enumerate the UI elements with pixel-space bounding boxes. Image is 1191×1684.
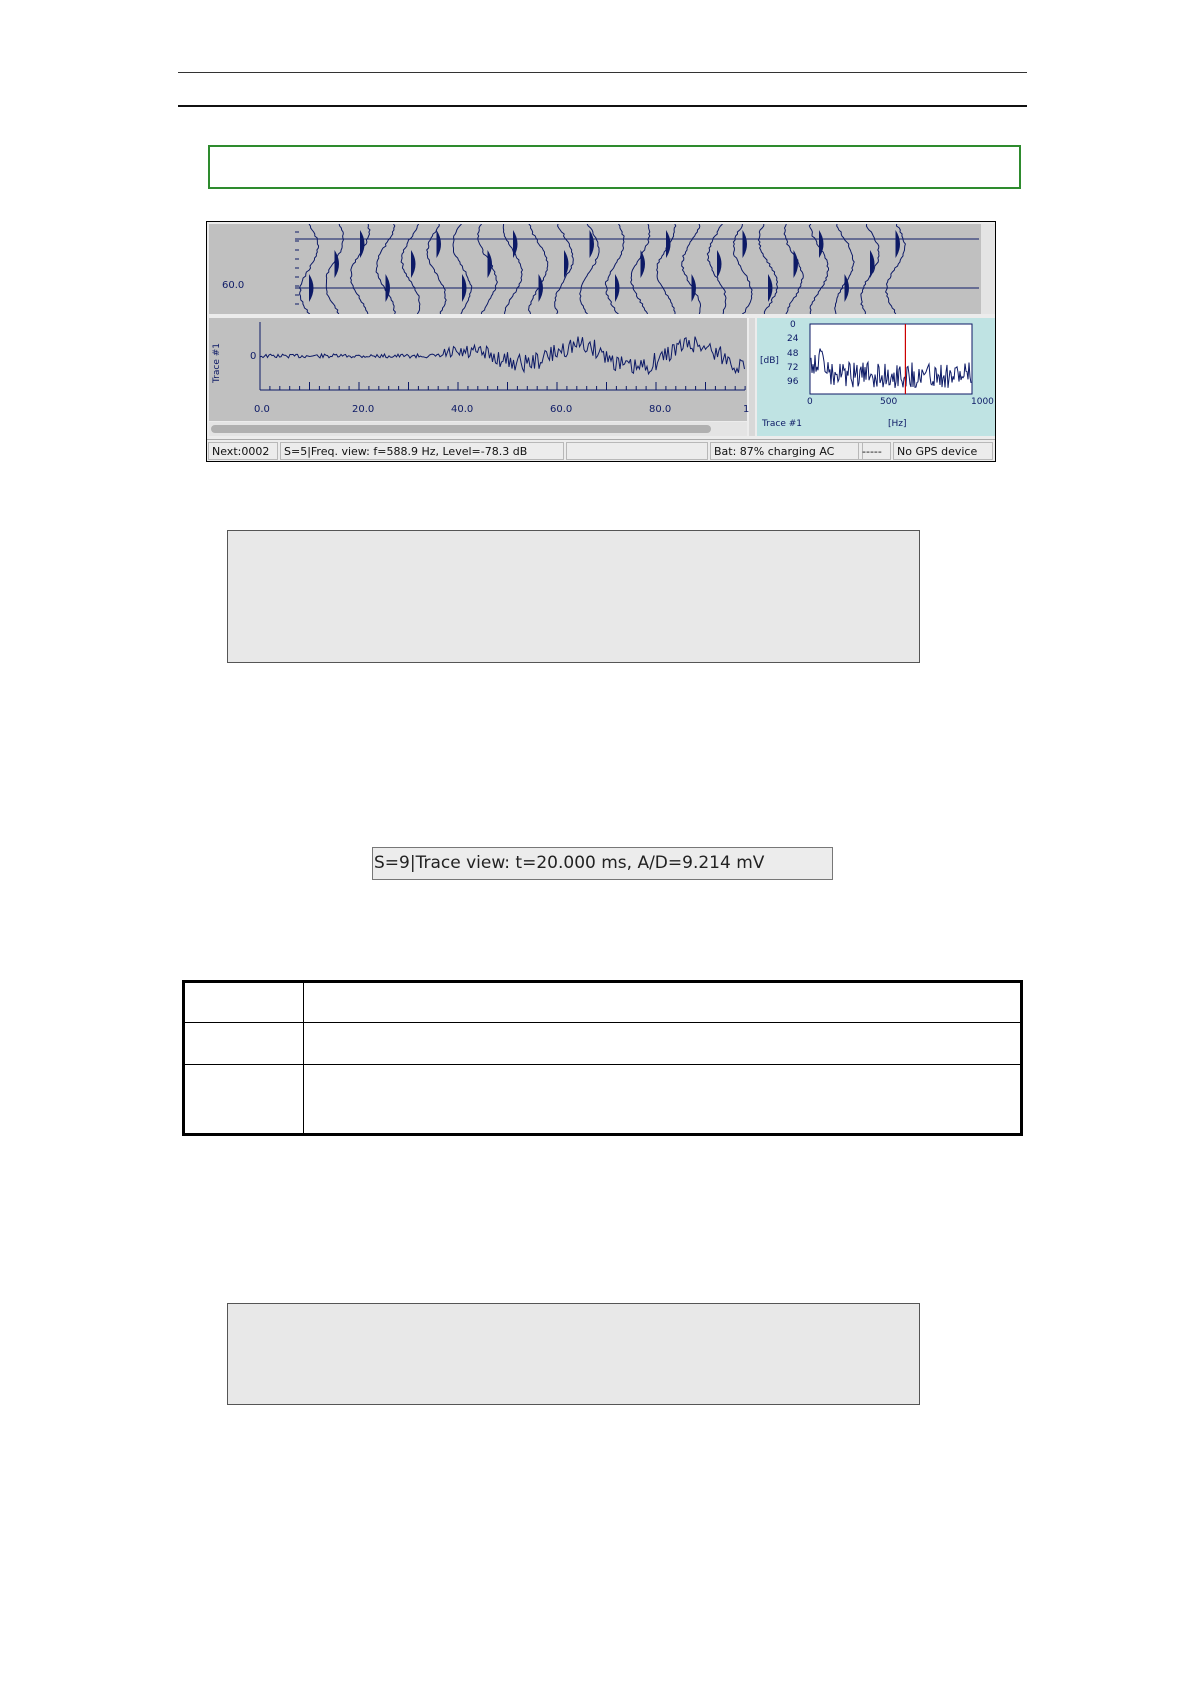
status-freq-readout: S=5|Freq. view: f=588.9 Hz, Level=-78.3 dB bbox=[280, 442, 564, 460]
table-cell bbox=[184, 1065, 304, 1135]
waterfall-trace bbox=[427, 224, 447, 314]
waterfall-trace bbox=[835, 224, 855, 314]
waterfall-pulse bbox=[692, 274, 697, 302]
waterfall-trace bbox=[580, 224, 599, 314]
waterfall-pulse bbox=[717, 250, 722, 278]
code-box bbox=[227, 1303, 920, 1405]
waterfall-pulse bbox=[386, 274, 391, 302]
status-battery: Bat: 87% charging AC bbox=[710, 442, 863, 460]
waterfall-pulse bbox=[666, 230, 671, 258]
header-rule-thick bbox=[178, 105, 1027, 107]
waterfall-trace bbox=[605, 224, 624, 314]
trace-scrollbar-thumb[interactable] bbox=[211, 425, 711, 433]
waterfall-pulse bbox=[641, 250, 646, 278]
waterfall-trace bbox=[529, 224, 548, 314]
trace-x-tick: 0.0 bbox=[254, 404, 270, 415]
waterfall-pulse bbox=[309, 274, 314, 302]
trace-x-tick: 1 bbox=[743, 404, 750, 415]
seismograph-screenshot bbox=[206, 221, 996, 462]
db-tick: 96 bbox=[787, 377, 799, 387]
table-row bbox=[184, 982, 1022, 1023]
db-axis-label: [dB] bbox=[760, 356, 779, 366]
waterfall-trace bbox=[631, 224, 650, 314]
waterfall-trace bbox=[861, 224, 879, 314]
trace-axis-label: Trace #1 bbox=[212, 342, 223, 384]
waterfall-pulse bbox=[870, 250, 875, 278]
hz-tick: 1000 bbox=[971, 397, 994, 407]
status-bar bbox=[207, 439, 995, 462]
hz-tick: 500 bbox=[880, 397, 898, 407]
waterfall-pulse bbox=[437, 230, 442, 258]
table-cell bbox=[304, 982, 1022, 1023]
trace-waveform bbox=[260, 337, 745, 374]
waterfall-scrollbar[interactable] bbox=[981, 224, 995, 314]
trace-x-tick: 40.0 bbox=[451, 404, 474, 415]
waterfall-trace bbox=[401, 224, 420, 314]
trace-status-snippet: S=9|Trace view: t=20.000 ms, A/D=9.214 mV bbox=[372, 847, 833, 880]
waterfall-pulse bbox=[743, 230, 748, 258]
waterfall-pulse bbox=[488, 250, 493, 278]
waterfall-pulse bbox=[896, 230, 901, 258]
trace-scrollbar[interactable] bbox=[209, 422, 747, 436]
db-tick: 24 bbox=[787, 334, 799, 344]
hz-axis-label: [Hz] bbox=[888, 419, 907, 429]
trace-zero-label: 0 bbox=[250, 351, 257, 362]
trace-x-tick: 60.0 bbox=[550, 404, 573, 415]
waterfall-panel bbox=[209, 224, 981, 314]
waterfall-y-label: 60.0 bbox=[222, 280, 245, 291]
trace-x-tick: 20.0 bbox=[352, 404, 375, 415]
db-tick: 48 bbox=[787, 349, 799, 359]
waterfall-pulse bbox=[462, 274, 467, 302]
waterfall-plot bbox=[209, 224, 981, 314]
waterfall-trace bbox=[707, 224, 726, 314]
note-box bbox=[208, 145, 1021, 189]
status-gps: No GPS device bbox=[893, 442, 993, 460]
table-cell bbox=[304, 1065, 1022, 1135]
table-cell bbox=[184, 1023, 304, 1065]
db-tick: 72 bbox=[787, 363, 799, 373]
waterfall-pulse bbox=[539, 274, 544, 302]
waterfall-pulse bbox=[794, 250, 799, 278]
waterfall-trace bbox=[809, 224, 828, 314]
panel-splitter[interactable] bbox=[749, 318, 755, 436]
waterfall-pulse bbox=[768, 274, 773, 302]
db-tick: 0 bbox=[790, 320, 796, 330]
table-cell bbox=[184, 982, 304, 1023]
waterfall-pulse bbox=[819, 230, 824, 258]
waterfall-trace bbox=[503, 224, 522, 314]
waterfall-pulse bbox=[411, 250, 416, 278]
hz-tick: 0 bbox=[807, 397, 813, 407]
waterfall-trace bbox=[682, 224, 701, 314]
spectrum-panel bbox=[757, 318, 995, 436]
table-row bbox=[184, 1023, 1022, 1065]
table-cell bbox=[304, 1023, 1022, 1065]
spectrum-trace-label: Trace #1 bbox=[762, 419, 803, 429]
trace-x-tick: 80.0 bbox=[649, 404, 672, 415]
status-next: Next:0002 bbox=[208, 442, 278, 460]
status-empty bbox=[566, 442, 708, 460]
table-row bbox=[184, 1065, 1022, 1135]
header-rule bbox=[178, 72, 1027, 73]
trace-panel bbox=[209, 318, 750, 421]
waterfall-pulse bbox=[513, 230, 518, 258]
waterfall-pulse bbox=[615, 274, 620, 302]
code-box bbox=[227, 530, 920, 663]
status-dashes: ----- bbox=[858, 442, 891, 460]
waterfall-pulse bbox=[360, 230, 365, 258]
parameter-table bbox=[182, 980, 1023, 1136]
